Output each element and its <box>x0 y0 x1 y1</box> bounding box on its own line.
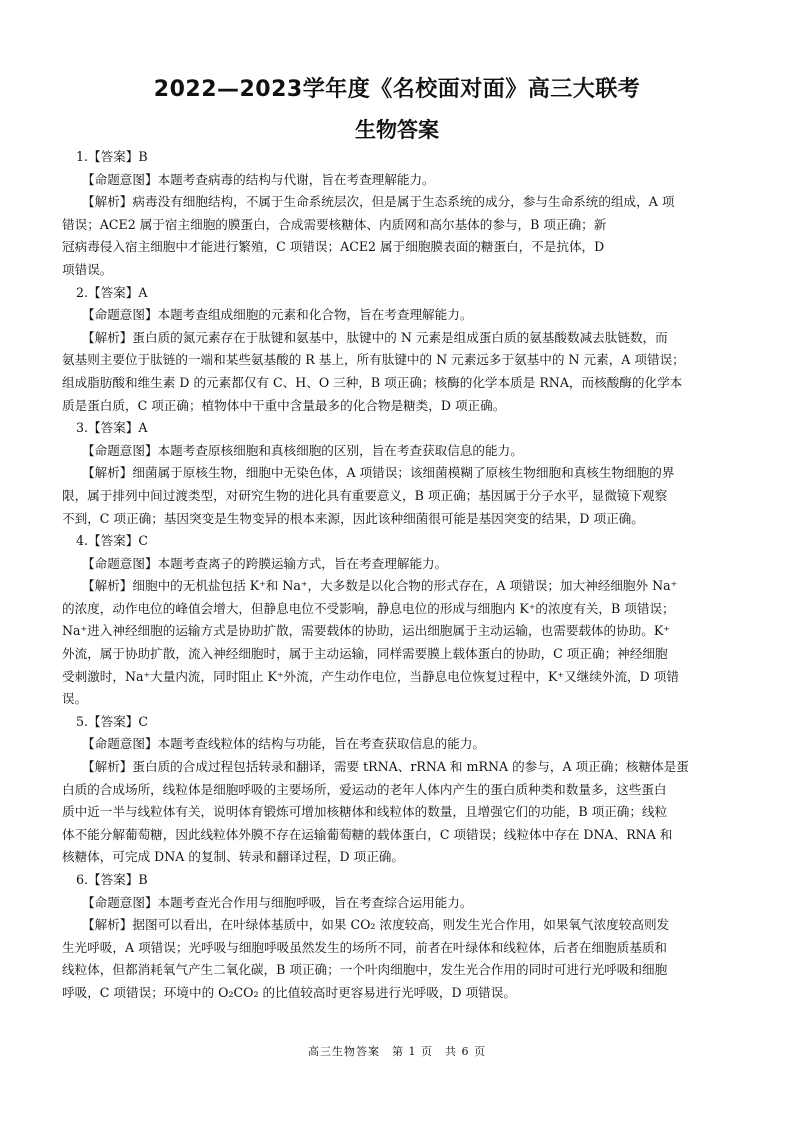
answer-item <box>62 711 734 869</box>
analysis-line: 呼吸，C 项错误；环境中的 O₂CO₂ 的比值较高时更容易进行光呼吸，D 项错误。 <box>62 984 516 1000</box>
analysis-line: 线粒体，但都消耗氧气产生二氧化碳，B 项正确；一个叶肉细胞中，发生光合作用的同时可进行光呼吸和细胞 <box>62 962 668 978</box>
intent-text: 【命题意图】本题考查离子的跨膜运输方式，旨在考查理解能力。 <box>82 555 448 571</box>
answer-label: 1.【答案】B <box>76 149 148 164</box>
analysis-line: 【解析】细菌属于原核生物，细胞中无染色体，A 项错误；该细菌模糊了原核生物细胞和真核生物细胞的界 <box>82 465 675 481</box>
analysis-line: 白质的合成场所，线粒体是细胞呼吸的主要场所，爱运动的老年人体内产生的蛋白质种类和数量多，这些蛋白 <box>62 781 667 797</box>
analysis-line: 【解析】蛋白质的氮元素存在于肽键和氨基中，肽键中的 N 元素是组成蛋白质的氨基酸数减去肽链数，而 <box>82 329 668 345</box>
analysis-line: 质是蛋白质，C 项正确；植物体中干重中含量最多的化合物是糖类，D 项正确。 <box>62 397 506 413</box>
answer-item <box>62 869 734 1005</box>
page-title: 2022—2023学年度《名校面对面》高三大联考 <box>153 77 641 102</box>
analysis-line: 【解析】细胞中的无机盐包括 K⁺和 Na⁺，大多数是以化合物的形式存在，A 项错误；加大神经细胞外 Na⁺ <box>82 578 678 594</box>
answer-list <box>62 146 734 1005</box>
intent-text: 【命题意图】本题考查线粒体的结构与功能，旨在考查获取信息的能力。 <box>82 736 485 752</box>
answer-label: 3.【答案】A <box>76 420 148 436</box>
answer-item <box>62 530 734 711</box>
analysis-line: 外流，属于协助扩散，流入神经细胞时，属于主动运输，同样需要膜上载体蛋白的协助，C 项正确；神经细胞 <box>62 646 668 662</box>
analysis-line: 错误；ACE2 属于宿主细胞的膜蛋白，合成需要核糖体、内质网和高尔基体的参与，B 项正确；新 <box>62 216 607 232</box>
analysis-line: 误。 <box>62 691 88 707</box>
analysis-line: 冠病毒侵入宿主细胞中才能进行繁殖，C 项错误；ACE2 属于细胞膜表面的糖蛋白，不是抗体，D <box>62 239 605 255</box>
answer-item <box>62 282 734 418</box>
analysis-line: 组成脂肪酸和维生素 D 的元素都仅有 C、H、O 三种，B 项正确；核酶的化学本质是 RNA，而核酸酶的化学本 <box>62 374 683 390</box>
intent-text: 【命题意图】本题考查病毒的结构与代谢，旨在考查理解能力。 <box>82 171 435 187</box>
analysis-line: 不到，C 项正确；基因突变是生物变异的根本来源，因此该种细菌很可能是基因突变的结果，D 项正确。 <box>62 510 644 526</box>
analysis-line: 项错误。 <box>62 261 113 277</box>
analysis-line: 【解析】病毒没有细胞结构，不属于生命系统层次，但是属于生态系统的成分，参与生命系统的组成，A 项 <box>82 194 675 210</box>
intent-text: 【命题意图】本题考查光合作用与细胞呼吸，旨在考查综合运用能力。 <box>82 894 473 910</box>
analysis-line: 受刺激时，Na⁺大量内流，同时阻止 K⁺外流，产生动作电位，当静息电位恢复过程中，K⁺又继续外流，D 项错 <box>62 668 679 684</box>
analysis-line: Na⁺进入神经细胞的运输方式是协助扩散，需要载体的协助，运出细胞属于主动运输，也需要载体的协助。K⁺ <box>62 623 670 639</box>
analysis-line: 【解析】据图可以看出，在叶绿体基质中，如果 CO₂ 浓度较高，则发生光合作用，如果氧气浓度较高则发 <box>82 917 670 933</box>
analysis-line: 【解析】蛋白质的合成过程包括转录和翻译，需要 tRNA、rRNA 和 mRNA 的参与，A 项正确；核糖体是蛋 <box>82 759 689 775</box>
analysis-line: 质中近一半与线粒体有关，说明体育锻炼可增加核糖体和线粒体的数量，且增强它们的功能，B 项正确；线粒 <box>62 804 668 820</box>
page-subtitle: 生物答案 <box>355 118 439 142</box>
answer-item <box>62 417 734 530</box>
analysis-line: 限，属于排列中间过渡类型，对研究生物的进化具有重要意义，B 项正确；基因属于分子水平，显微镜下观察 <box>62 487 668 503</box>
analysis-line: 生光呼吸，A 项错误；光呼吸与细胞呼吸虽然发生的场所不同，前者在叶绿体和线粒体，后者在细胞质基质和 <box>62 939 668 955</box>
page-footer: 高三生物答案 第 1 页 共 6 页 <box>308 1045 486 1058</box>
analysis-line: 核糖体，可完成 DNA 的复制、转录和翻译过程，D 项正确。 <box>62 849 404 865</box>
intent-text: 【命题意图】本题考查组成细胞的元素和化合物，旨在考查理解能力。 <box>82 307 473 323</box>
analysis-line: 氨基则主要位于肽链的一端和某些氨基酸的 R 基上，所有肽键中的 N 元素远多于氨基中的 N 元素，A 项错误； <box>62 352 685 368</box>
analysis-line: 体不能分解葡萄糖，因此线粒体外膜不存在运输葡萄糖的载体蛋白，C 项错误；线粒体中存在 DNA、RNA 和 <box>62 826 673 842</box>
answer-item <box>62 146 734 282</box>
intent-text: 【命题意图】本题考查原核细胞和真核细胞的区别，旨在考查获取信息的能力。 <box>82 442 523 458</box>
answer-label: 4.【答案】C <box>76 533 149 549</box>
analysis-line: 的浓度，动作电位的峰值会增大，但静息电位不受影响，静息电位的形成与细胞内 K⁺的浓度有关，B 项错误； <box>62 600 675 616</box>
answer-label: 6.【答案】B <box>76 872 148 887</box>
answer-label: 2.【答案】A <box>76 284 148 300</box>
answer-label: 5.【答案】C <box>76 713 149 729</box>
